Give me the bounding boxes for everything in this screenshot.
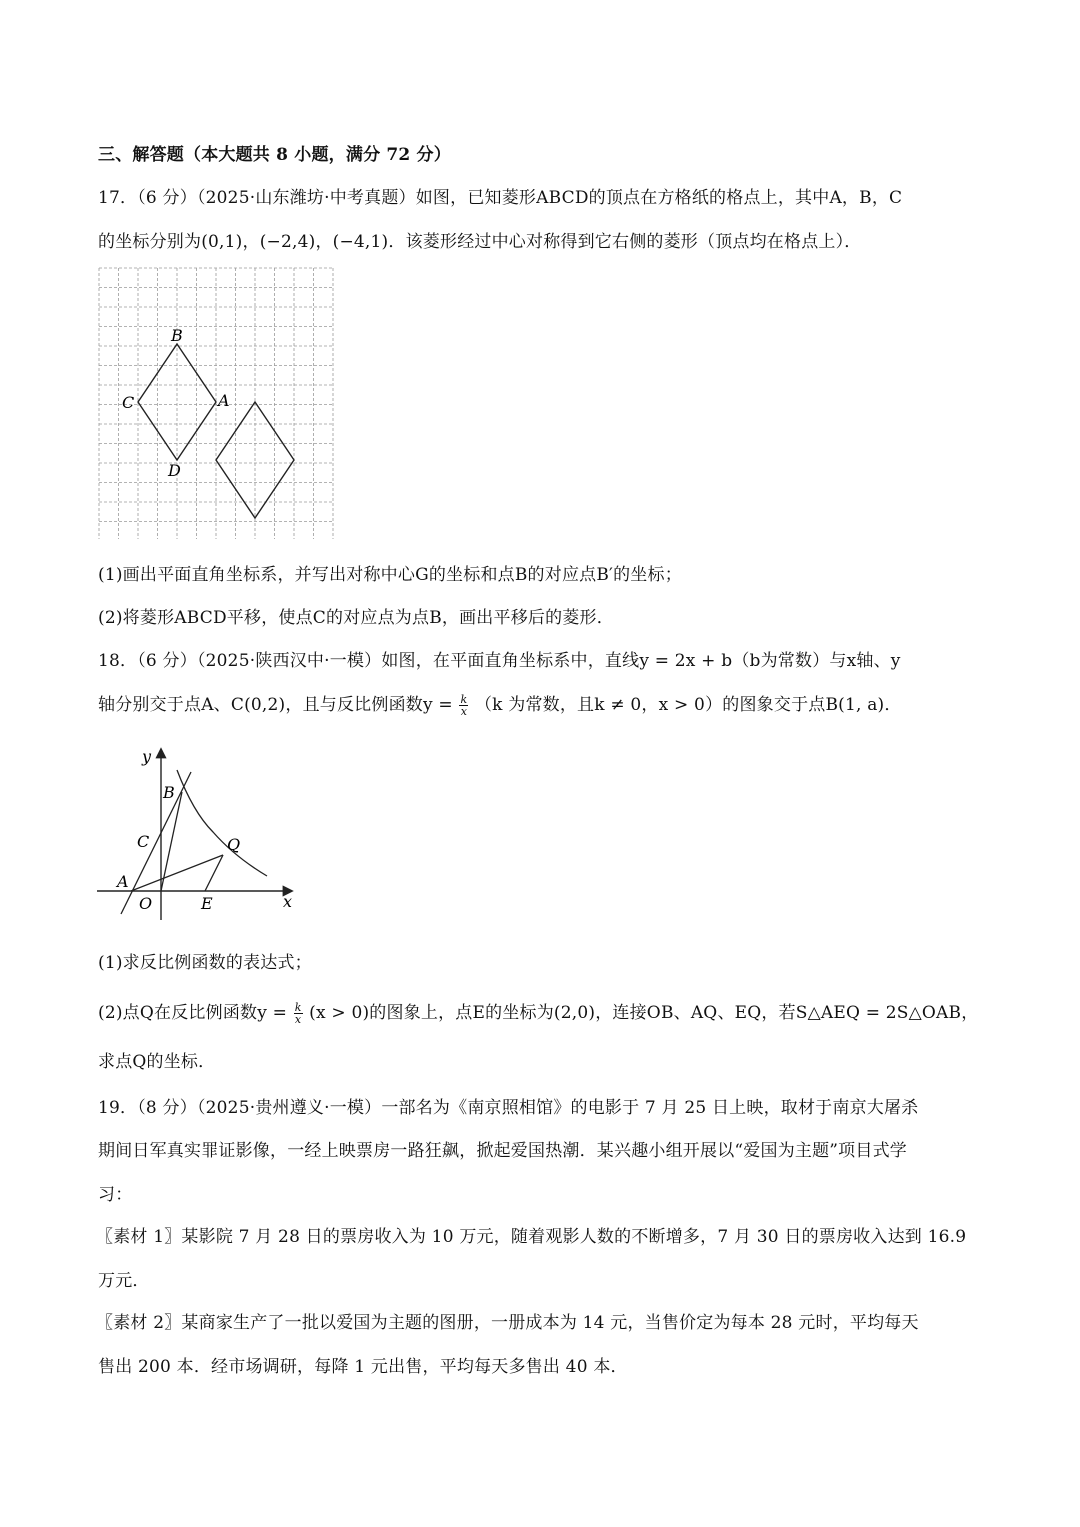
- q19-line2: 期间日军真实罪证影像，一经上映票房一路狂飙，掀起爱国热潮．某兴趣小组开展以“爱国为主题”项目式学: [98, 1141, 907, 1161]
- q18-line2-end: （k 为常数，且k ≠ 0，x > 0）的图象交于点B(1, a)．: [474, 695, 902, 715]
- q17-line1: 17．（6 分）（2025·山东潍坊·中考真题）如图，已知菱形ABCD的顶点在方格纸的格点上，其中A，B，C: [98, 188, 903, 208]
- q18-part2-start: (2)点Q在反比例函数y =: [98, 1003, 288, 1023]
- label-O: O: [139, 894, 153, 913]
- fraction-k-over-x-2: [294, 1002, 303, 1025]
- q18-graph-figure: [95, 742, 305, 927]
- hyperbola: [177, 770, 267, 876]
- label-C: C: [122, 393, 135, 412]
- axis-label-y: y: [142, 747, 152, 766]
- label-D: D: [168, 461, 181, 480]
- segment-ob: [161, 792, 182, 891]
- frac-den-2: x: [294, 1013, 302, 1026]
- section-heading: 三、解答题（本大题共 8 小题，满分 72 分）: [98, 145, 451, 165]
- q18-line2-start: 轴分别交于点A、C(0,2)，且与反比例函数y =: [98, 695, 453, 715]
- frac-num-2: k: [294, 1001, 302, 1014]
- q19-line3: 习：: [98, 1185, 133, 1205]
- label-A: A: [218, 391, 230, 410]
- label-C: C: [137, 832, 150, 851]
- fraction-k-over-x: [459, 694, 468, 717]
- label-E: E: [201, 894, 213, 913]
- q18-line1: 18．（6 分）（2025·陕西汉中·一模）如图，在平面直角坐标系中，直线y = 2x + b（b为常数）与x轴、y: [98, 651, 901, 671]
- line-ac: [121, 772, 191, 914]
- rhombus-abcd: [138, 344, 216, 460]
- q18-part2-cont: 求点Q的坐标．: [98, 1052, 216, 1072]
- q18-part2: [98, 998, 978, 1025]
- q19-line1: 19．（8 分）（2025·贵州遵义·一模）一部名为《南京照相馆》的电影于 7 月 25 日上映，取材于南京大屠杀: [98, 1098, 919, 1118]
- label-B: B: [171, 326, 183, 345]
- q17-grid-figure: [98, 267, 334, 539]
- frac-num: k: [460, 693, 468, 706]
- material1-line2: 万元．: [98, 1271, 150, 1291]
- label-Q: Q: [227, 835, 241, 854]
- q18-part1: (1)求反比例函数的表达式；: [98, 953, 312, 973]
- material2-line1: 〖素材 2〗某商家生产了一批以爱国为主题的图册，一册成本为 14 元，当售价定为每本 28 元时，平均每天: [96, 1313, 919, 1333]
- q17-part1: (1)画出平面直角坐标系，并写出对称中心G的坐标和点B的对应点B′的坐标；: [98, 565, 682, 585]
- segment-aq: [131, 855, 223, 891]
- frac-den: x: [460, 705, 468, 718]
- q17-part2: (2)将菱形ABCD平移，使点C的对应点为点B，画出平移后的菱形．: [98, 608, 614, 628]
- q18-line2: [98, 690, 902, 717]
- label-A: A: [117, 872, 129, 891]
- material2-line2: 售出 200 本．经市场调研，每降 1 元出售，平均每天多售出 40 本．: [98, 1357, 628, 1377]
- q17-line2: 的坐标分别为(0,1)，(−2,4)，(−4,1)．该菱形经过中心对称得到它右侧的菱形（顶点均在格点上）．: [98, 232, 862, 252]
- material1-line1: 〖素材 1〗某影院 7 月 28 日的票房收入为 10 万元，随着观影人数的不断增多，7 月 30 日的票房收入达到 16.9: [96, 1227, 967, 1247]
- q18-part2-end: (x > 0)的图象上，点E的坐标为(2,0)，连接OB、AQ、EQ，若S△AEQ = 2S△OAB，: [309, 1003, 979, 1023]
- axis-label-x: x: [283, 892, 293, 911]
- label-B: B: [163, 783, 175, 802]
